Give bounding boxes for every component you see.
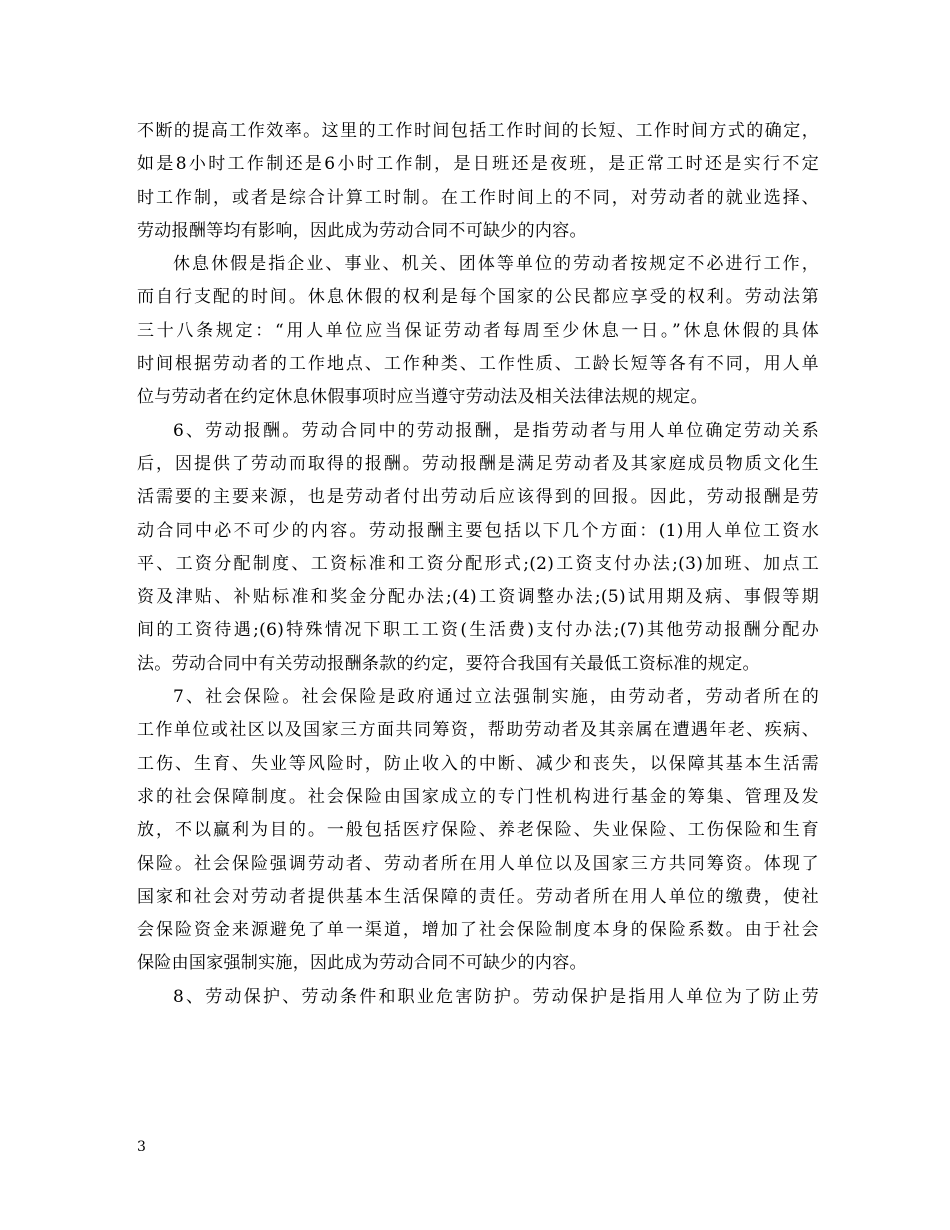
text-line: 平、工资分配制度、工资标准和工资分配形式;(2)工资支付办法;(3)加班、加点工 [137, 553, 819, 574]
text-line: 国家和社会对劳动者提供基本生活保障的责任。劳动者所在用人单位的缴费，使社 [137, 886, 819, 907]
text-line: 活需要的主要来源，也是劳动者付出劳动后应该得到的回报。因此，劳动报酬是劳 [137, 487, 819, 508]
text-line: 7、社会保险。社会保险是政府通过立法强制实施，由劳动者，劳动者所在的 [173, 687, 819, 708]
text-line: 保险。社会保险强调劳动者、劳动者所在用人单位以及国家三方共同筹资。体现了 [137, 853, 819, 874]
text-line: 间的工资待遇;(6)特殊情况下职工工资(生活费)支付办法;(7)其他劳动报酬分配办 [137, 620, 819, 641]
paragraph [137, 248, 819, 414]
text-line: 工伤、生育、失业等风险时，防止收入的中断、减少和丧失，以保障其基本生活需 [137, 753, 819, 774]
text-line: 而自行支配的时间。休息休假的权利是每个国家的公民都应享受的权利。劳动法第 [137, 287, 819, 308]
text-line: 法。劳动合同中有关劳动报酬条款的约定，要符合我国有关最低工资标准的规定。 [137, 653, 760, 674]
text-line: 6、劳动报酬。劳动合同中的劳动报酬，是指劳动者与用人单位确定劳动关系 [173, 420, 819, 441]
paragraph [137, 681, 819, 981]
text-line: 动合同中必不可少的内容。劳动报酬主要包括以下几个方面：(1)用人单位工资水 [137, 520, 819, 541]
text-line: 如是8小时工作制还是6小时工作制，是日班还是夜班，是正常工时还是实行不定 [137, 154, 819, 175]
text-line: 劳动报酬等均有影响，因此成为劳动合同不可缺少的内容。 [137, 220, 587, 241]
text-line: 时间根据劳动者的工作地点、工作种类、工作性质、工龄长短等各有不同，用人单 [137, 354, 819, 375]
text-line: 8、劳动保护、劳动条件和职业危害防护。劳动保护是指用人单位为了防止劳 [173, 986, 819, 1007]
text-line: 不断的提高工作效率。这里的工作时间包括工作时间的长短、工作时间方式的确定， [137, 121, 819, 141]
text-line: 后，因提供了劳动而取得的报酬。劳动报酬是满足劳动者及其家庭成员物质文化生 [137, 453, 819, 474]
text-line: 时工作制，或者是综合计算工时制。在工作时间上的不同，对劳动者的就业选择、 [137, 187, 819, 208]
page-number: 3 [137, 1139, 146, 1155]
body-text [137, 115, 819, 1014]
text-line: 工作单位或社区以及国家三方面共同筹资，帮助劳动者及其亲属在遭遇年老、疾病、 [137, 720, 819, 741]
text-line: 求的社会保障制度。社会保险由国家成立的专门性机构进行基金的筹集、管理及发 [137, 786, 819, 807]
paragraph [137, 981, 819, 1014]
text-line: 三十八条规定：“用人单位应当保证劳动者每周至少休息一日。”休息休假的具体 [137, 320, 819, 341]
text-line: 保险由国家强制实施，因此成为劳动合同不可缺少的内容。 [137, 953, 587, 974]
text-line: 位与劳动者在约定休息休假事项时应当遵守劳动法及相关法律法规的规定。 [137, 387, 708, 408]
text-line: 放，不以赢利为目的。一般包括医疗保险、养老保险、失业保险、工伤保险和生育 [137, 820, 819, 841]
text-line: 资及津贴、补贴标准和奖金分配办法;(4)工资调整办法;(5)试用期及病、事假等期 [137, 587, 819, 608]
text-line: 休息休假是指企业、事业、机关、团体等单位的劳动者按规定不必进行工作， [173, 254, 819, 275]
paragraph [137, 115, 819, 248]
paragraph [137, 415, 819, 681]
text-line: 会保险资金来源避免了单一渠道，增加了社会保险制度本身的保险系数。由于社会 [137, 920, 819, 941]
